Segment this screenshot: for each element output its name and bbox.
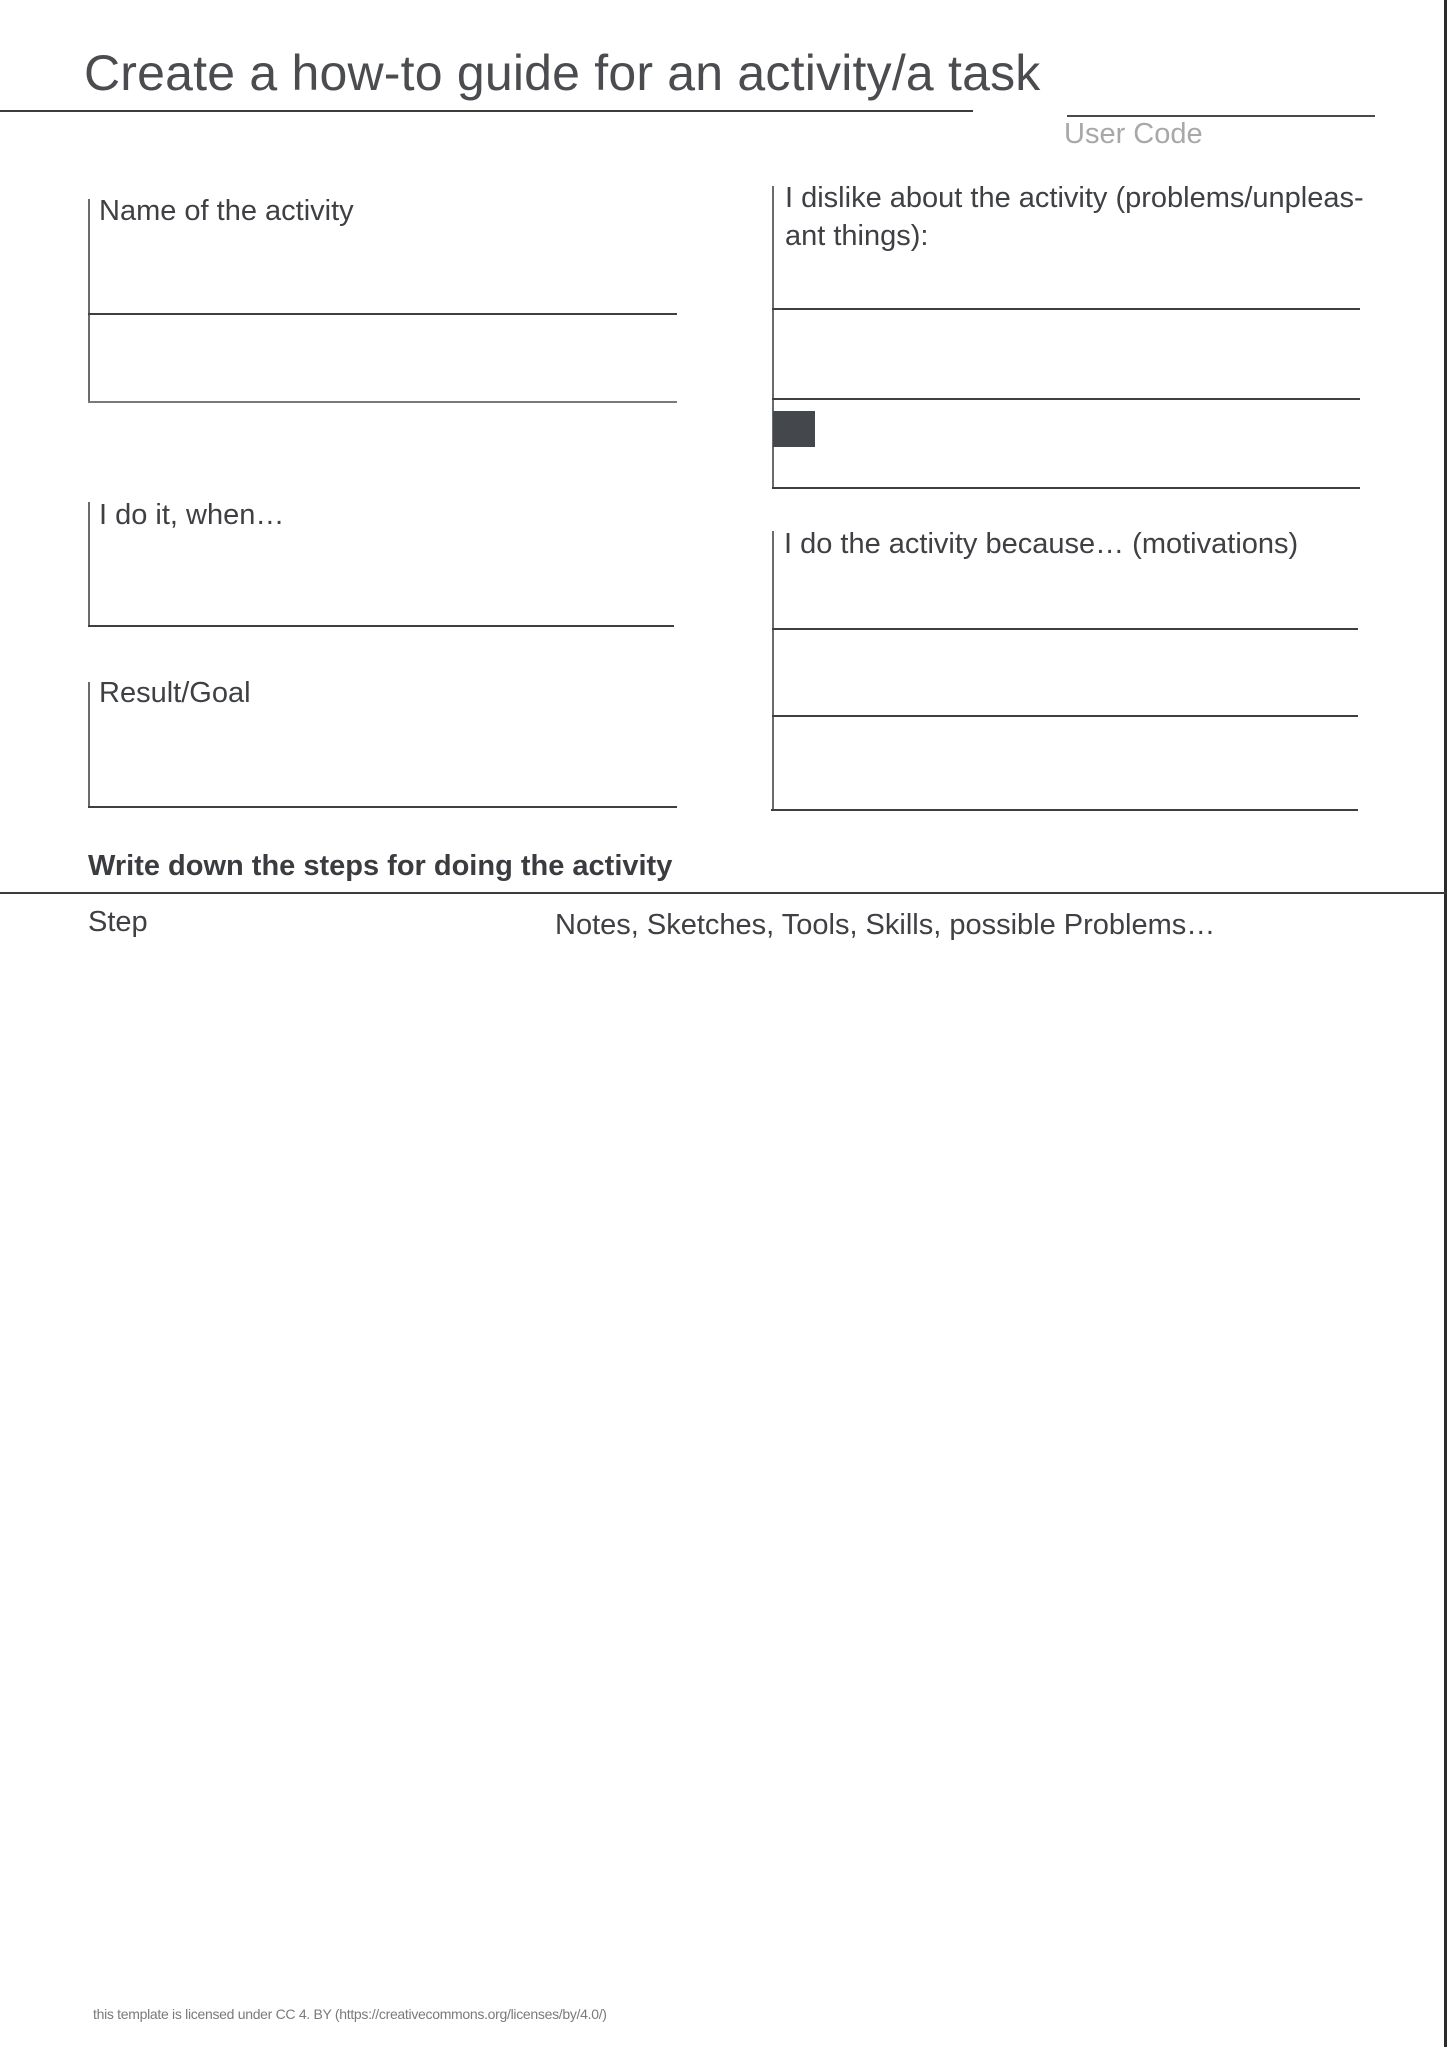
when-label: I do it, when… (99, 499, 285, 531)
page-right-border (1444, 0, 1447, 2047)
motivation-line-2[interactable] (772, 715, 1358, 717)
license-notice: this template is licensed under CC 4. BY (https://creativecommons.org/licenses/by/4.0/) (93, 2006, 607, 2022)
motivation-left-border (772, 531, 774, 810)
dislike-line-3[interactable] (772, 487, 1360, 489)
result-label: Result/Goal (99, 677, 251, 709)
step-column-header: Step (88, 906, 148, 938)
dislike-label-line-1: I dislike about the activity (problems/unpleas- (785, 182, 1364, 214)
when-left-border (88, 502, 90, 626)
dislike-label-line-2: ant things): (785, 220, 929, 252)
activity-name-label: Name of the activity (99, 195, 354, 227)
activity-name-left-border (88, 199, 90, 402)
user-code-label: User Code (1064, 118, 1203, 150)
title-underline (0, 110, 973, 112)
steps-heading: Write down the steps for doing the activity (88, 850, 673, 882)
motivation-line-3[interactable] (771, 809, 1358, 811)
marker-block (773, 411, 815, 447)
notes-column-header: Notes, Sketches, Tools, Skills, possible Problems… (555, 909, 1216, 941)
page-title: Create a how-to guide for an activity/a task (84, 45, 1041, 101)
motivation-line-1[interactable] (772, 628, 1358, 630)
dislike-line-2[interactable] (772, 398, 1360, 400)
user-code-field[interactable] (1067, 115, 1375, 117)
motivation-label: I do the activity because… (motivations) (784, 528, 1299, 560)
steps-divider (0, 892, 1446, 894)
result-left-border (88, 682, 90, 807)
activity-name-line-1[interactable] (88, 313, 677, 315)
activity-name-line-2[interactable] (88, 401, 677, 403)
when-line[interactable] (88, 625, 674, 627)
dislike-line-1[interactable] (772, 308, 1360, 310)
result-line[interactable] (88, 806, 677, 808)
